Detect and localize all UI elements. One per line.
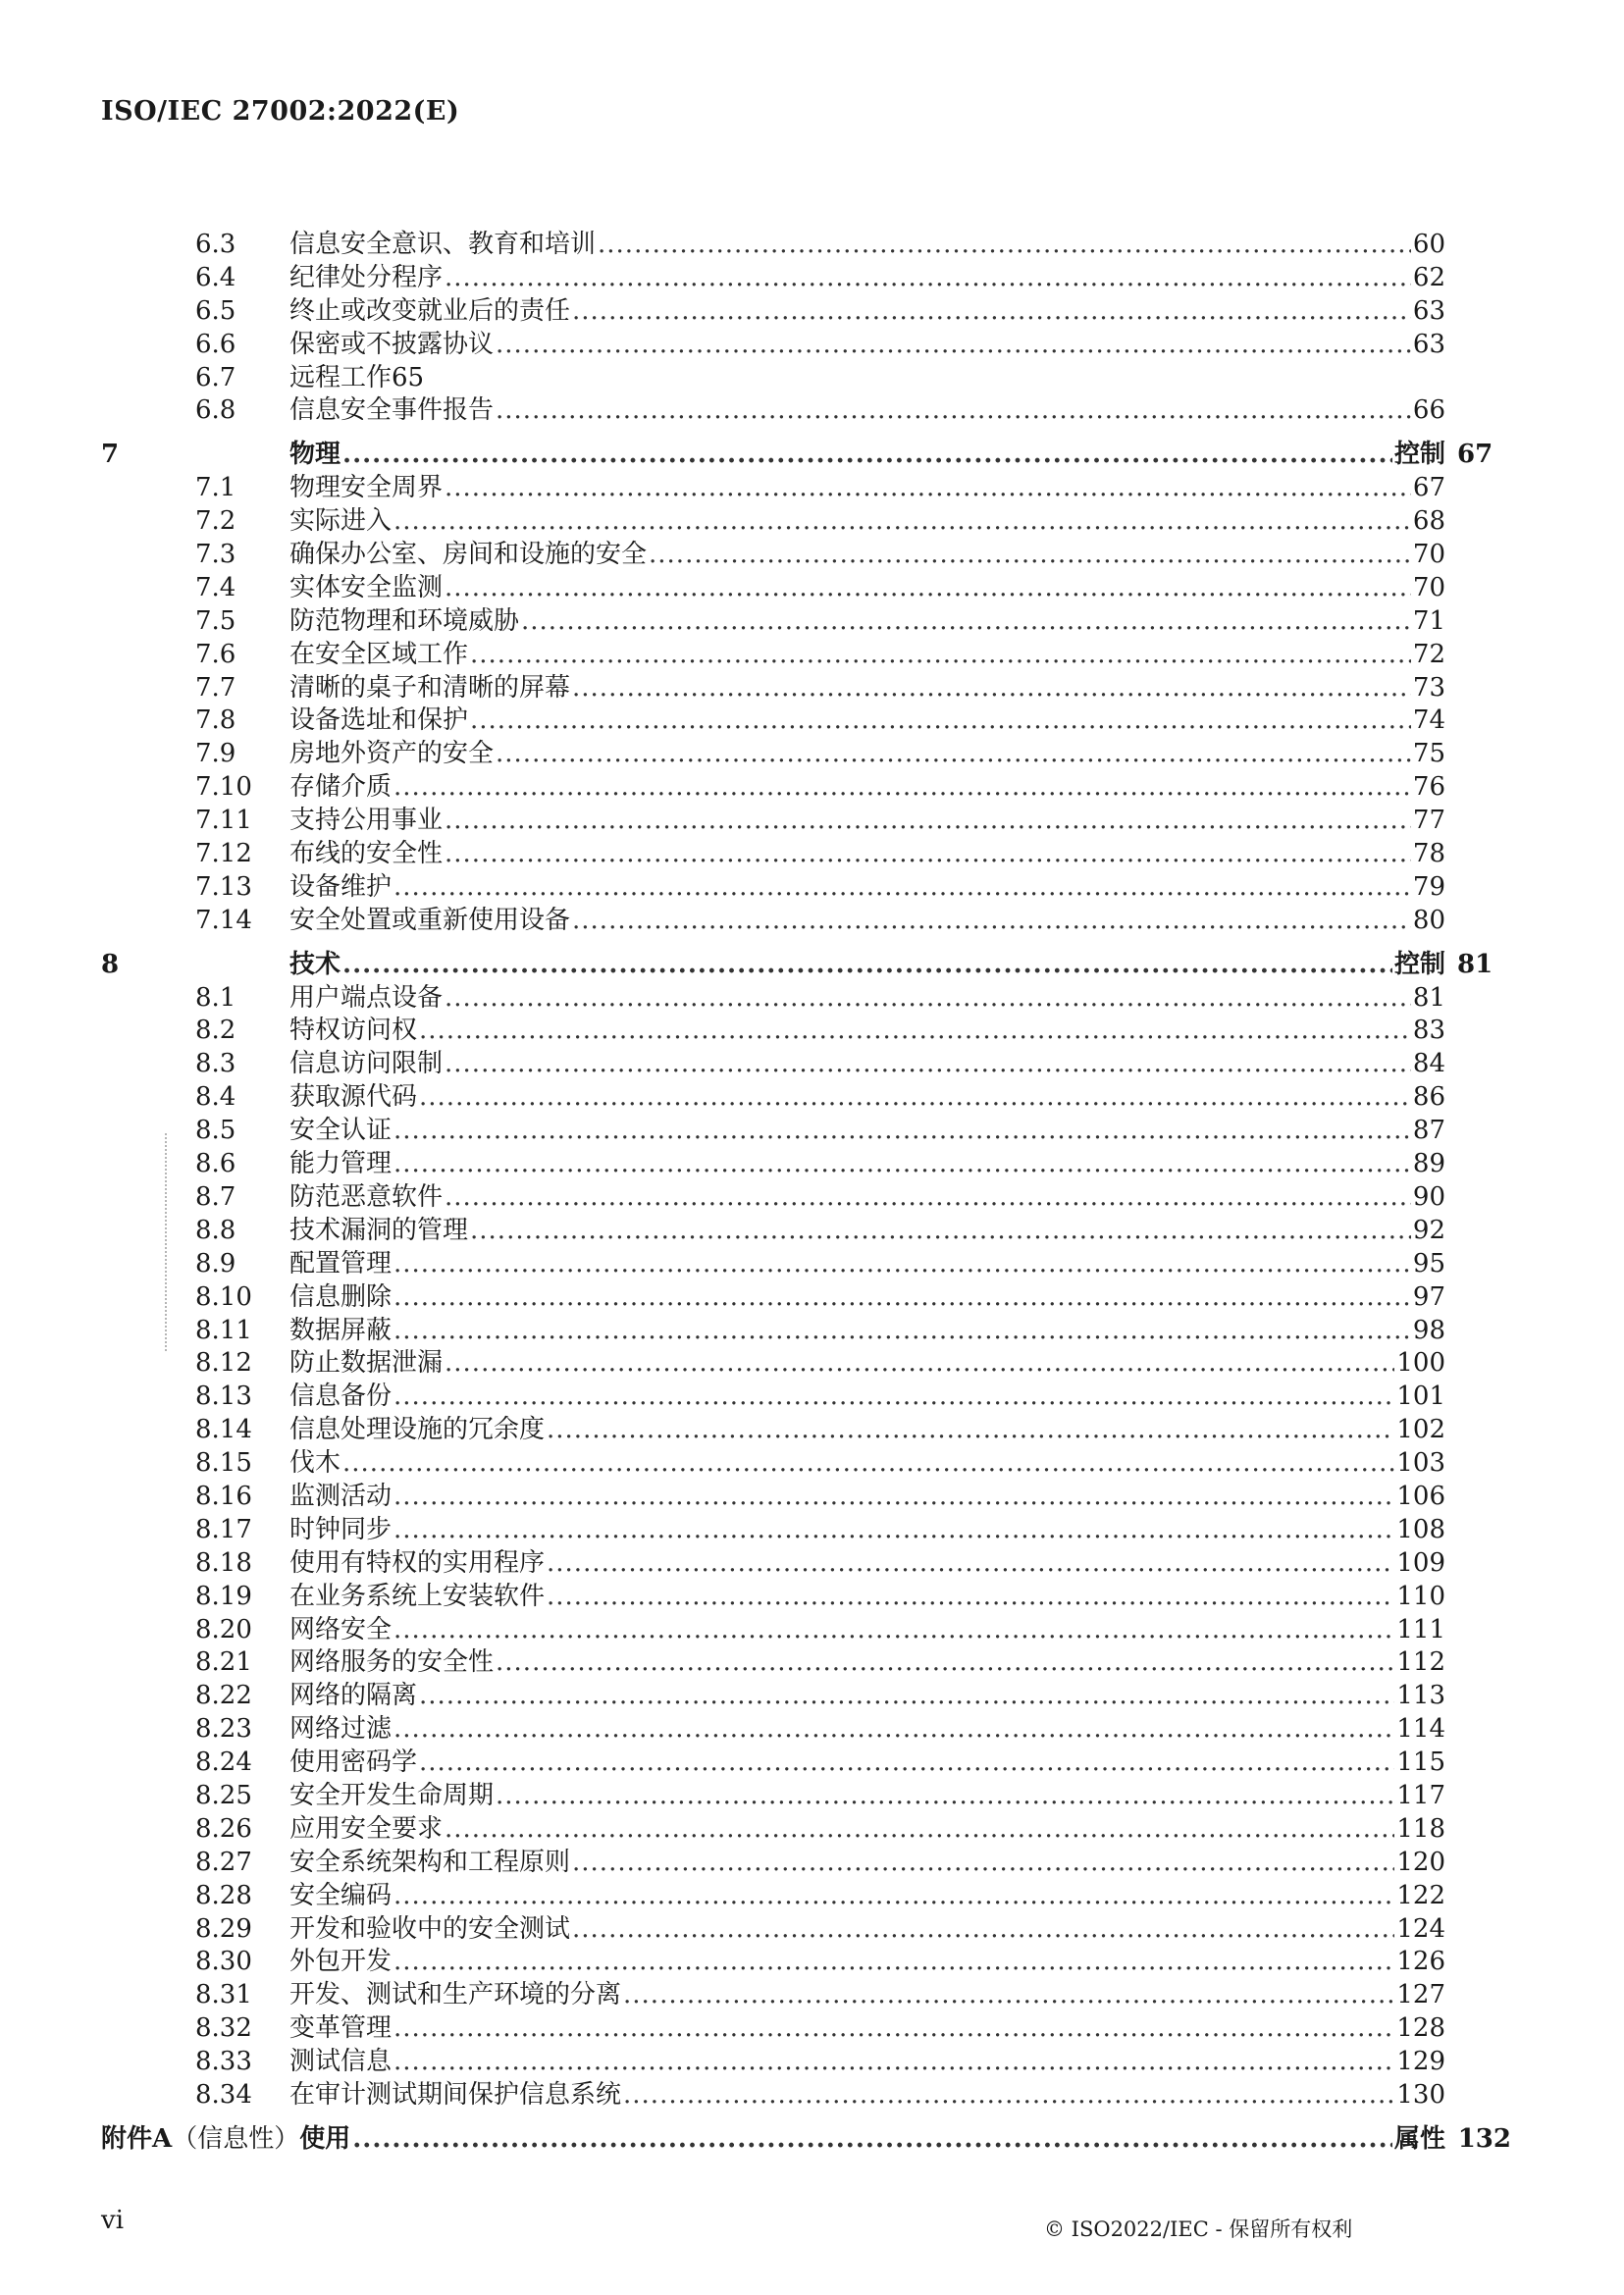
toc-entry[interactable] [101,1747,1511,1780]
dot-leader [393,1315,1411,1348]
toc-entry-title: 在安全区域工作 [289,639,469,669]
toc-entry[interactable] [101,472,1511,505]
dot-leader [393,1614,1394,1647]
toc-entry[interactable] [101,1847,1511,1880]
toc-entry[interactable] [101,1281,1511,1315]
toc-entry-page: 75 [1412,739,1445,769]
toc-entry-title: 网络安全 [289,1614,393,1644]
toc-annex-label: 附件A [101,2123,173,2154]
toc-entry-page: 80 [1412,905,1445,935]
toc-entry-page: 71 [1412,605,1445,636]
toc-entry-page: 101 [1396,1382,1445,1412]
toc-entry[interactable] [101,738,1511,771]
toc-entry[interactable] [101,982,1511,1016]
toc-entry-number: 8.10 [195,1281,252,1312]
toc-entry[interactable] [101,572,1511,605]
dot-leader [572,672,1411,705]
toc-entry-number: 7.4 [195,572,236,602]
dot-leader [393,1248,1411,1281]
toc-entry[interactable] [101,329,1511,362]
toc-entry-page: 98 [1412,1315,1445,1345]
toc-entry-page: 97 [1412,1281,1445,1312]
dot-leader [470,1215,1411,1248]
toc-entry-number: 8.5 [195,1116,236,1146]
toc-entry[interactable] [101,1414,1511,1447]
toc-entry-number: 7.13 [195,871,252,902]
toc-entry-title: 防范恶意软件 [289,1181,444,1212]
toc-entry-number: 8.1 [195,982,236,1013]
toc-entry-number: 8.4 [195,1082,236,1113]
toc-entry-title: 技术漏洞的管理 [289,1215,469,1245]
toc-entry-number: 8.28 [195,1880,252,1910]
toc-entry-number: 8.17 [195,1514,252,1544]
footer-page-number: vi [101,2206,125,2235]
toc-entry-page: 112 [1396,1647,1445,1678]
dot-leader [393,1381,1394,1414]
dot-leader [419,1747,1394,1780]
toc-section-number: 7 [101,440,120,470]
toc-entry-title: 网络过滤 [289,1714,393,1745]
toc-entry-title: 防范物理和环境威胁 [289,605,520,636]
toc-entry-number: 8.12 [195,1348,252,1379]
toc-entry[interactable] [101,1148,1511,1181]
toc-entry-number: 8.27 [195,1847,252,1877]
toc-entry[interactable] [101,1780,1511,1813]
toc-entry-title: 安全系统架构和工程原则 [289,1847,571,1877]
toc-entry[interactable] [101,2079,1511,2112]
dot-leader [445,1181,1411,1215]
toc-entry-page: 74 [1412,705,1445,736]
toc-entry[interactable] [101,539,1511,572]
toc-entry-title: 安全处置或重新使用设备 [289,905,571,935]
toc-entry-title: 信息处理设施的冗余度 [289,1415,546,1445]
toc-entry[interactable] [101,605,1511,639]
toc-entry[interactable] [101,1181,1511,1215]
toc-entry-title: 开发和验收中的安全测试 [289,1913,571,1944]
toc-entry[interactable] [101,1347,1511,1381]
toc-entry-page: 66 [1412,395,1445,426]
toc-annex-name: 使用 [299,2123,351,2154]
dot-leader [572,1847,1394,1880]
dot-leader [445,838,1411,871]
toc-entry-page: 72 [1412,639,1445,669]
toc-entry-number: 6.5 [195,295,236,326]
toc-entry-page: 77 [1412,806,1445,836]
toc-section-suffix: 控制 [1393,440,1445,470]
dot-leader [393,1281,1411,1315]
dot-leader [547,1414,1394,1447]
toc-annex-page: 132 [1457,2123,1511,2154]
toc-entry-title: 信息备份 [289,1382,393,1412]
toc-section-number: 8 [101,949,120,979]
toc-entry-number: 8.22 [195,1681,252,1711]
dot-leader [393,1514,1394,1547]
toc-entry-title: 在审计测试期间保护信息系统 [289,2079,622,2110]
dot-leader [598,229,1411,262]
toc-entry-title: 外包开发 [289,1947,393,1977]
toc-entry-title: 安全开发生命周期 [289,1780,495,1810]
dot-leader [623,1979,1394,2012]
toc-entry-page: 102 [1396,1415,1445,1445]
toc-entry-number: 7.7 [195,672,236,703]
toc-entry-page: 122 [1396,1880,1445,1910]
toc-entry[interactable] [101,704,1511,738]
toc-entry-page: 83 [1412,1016,1445,1046]
toc-entry-title: 网络服务的安全性 [289,1647,495,1678]
toc-entry-page: 115 [1396,1747,1445,1778]
toc-entry[interactable] [101,1581,1511,1614]
toc-entry[interactable] [101,805,1511,838]
toc-entry-number: 8.29 [195,1913,252,1944]
toc-entry-title: 使用有特权的实用程序 [289,1547,546,1578]
toc-entry[interactable] [101,1048,1511,1081]
toc-entry-number: 8.6 [195,1149,236,1179]
toc-entry-title: 远程工作65 [289,362,425,392]
toc-entry-title: 保密或不披露协议 [289,329,495,359]
toc-entry-page: 70 [1412,540,1445,570]
toc-entry-number: 7.12 [195,839,252,869]
toc-entry-number: 6.7 [195,362,236,392]
toc-entry[interactable] [101,1015,1511,1048]
toc-entry-page: 120 [1396,1847,1445,1877]
dot-leader [393,771,1411,805]
toc-entry-number: 8.7 [195,1181,236,1212]
toc-annex-title [101,2123,350,2157]
toc-entry-title: 网络的隔离 [289,1681,418,1711]
toc-entry[interactable] [101,1081,1511,1115]
toc-entry-number: 6.8 [195,395,236,426]
toc-entry-title: 用户端点设备 [289,982,444,1013]
toc-entry-title: 信息访问限制 [289,1049,444,1079]
toc-entry-number: 8.24 [195,1747,252,1778]
dot-leader [419,1680,1394,1713]
dot-leader [496,329,1411,362]
toc-entry-number: 8.34 [195,2079,252,2110]
toc-entry-page: 81 [1412,982,1445,1013]
dot-leader [445,1813,1394,1847]
toc-entry[interactable] [101,639,1511,672]
toc-entry-page: 70 [1412,572,1445,602]
document-header: ISO/IEC 27002:2022(E) [101,96,460,127]
toc-entry-page: 73 [1412,672,1445,703]
dot-leader [352,2123,1392,2157]
footer-copyright: © ISO2022/IEC - 保留所有权利 [1044,2217,1353,2241]
toc-entry-number: 8.2 [195,1016,236,1046]
toc-entry-number: 7.9 [195,739,236,769]
toc-entry-title: 防止数据泄漏 [289,1348,444,1379]
toc-entry-number: 7.2 [195,506,236,537]
toc-entry-number: 8.31 [195,1980,252,2010]
toc-annex-paren: （信息性） [172,2123,300,2154]
dot-leader [547,1581,1394,1614]
toc-entry-page: 68 [1412,506,1445,537]
toc-entry-page: 89 [1412,1149,1445,1179]
dot-leader [521,605,1411,639]
dot-leader [445,572,1411,605]
toc-entry-number: 8.15 [195,1448,252,1479]
dot-leader [393,1880,1394,1913]
dot-leader [470,704,1411,738]
toc-entry-number: 8.9 [195,1248,236,1278]
toc-entry-page: 114 [1396,1714,1445,1745]
toc-entry-number: 6.3 [195,230,236,259]
toc-entry-number: 8.3 [195,1049,236,1079]
toc-entry-page: 90 [1412,1181,1445,1212]
table-of-contents [101,229,1511,2157]
toc-annex-suffix: 属性 [1393,2123,1445,2154]
dot-leader [393,1713,1394,1747]
toc-entry-page: 92 [1412,1215,1445,1245]
toc-entry[interactable] [101,1215,1511,1248]
toc-entry-number: 7.5 [195,605,236,636]
toc-entry[interactable] [101,1880,1511,1913]
toc-entry-number: 6.4 [195,262,236,292]
dot-leader [623,2079,1394,2112]
toc-entry-page: 84 [1412,1049,1445,1079]
toc-entry-title: 伐木 [289,1448,341,1479]
toc-entry[interactable] [101,1447,1511,1481]
toc-entry-number: 8.19 [195,1581,252,1611]
dot-leader [445,472,1411,505]
toc-entry-page: 109 [1396,1547,1445,1578]
dot-leader [572,1913,1394,1947]
toc-entry-page: 86 [1412,1082,1445,1113]
toc-entry-number: 7.14 [195,905,252,935]
dot-leader [393,2046,1394,2079]
toc-annex-heading[interactable] [101,2123,1511,2157]
dot-leader [393,1481,1394,1514]
toc-entry-number: 8.26 [195,1813,252,1844]
toc-entry-title: 特权访问权 [289,1016,418,1046]
toc-entry-title: 清晰的桌子和清晰的屏幕 [289,672,571,703]
toc-entry[interactable] [101,262,1511,295]
dot-leader [419,1015,1411,1048]
toc-entry-number: 7.1 [195,473,236,503]
toc-entry-title: 安全认证 [289,1116,393,1146]
toc-entry[interactable] [101,838,1511,871]
toc-entry-number: 7.3 [195,540,236,570]
toc-entry-number: 8.32 [195,2013,252,2044]
toc-entry[interactable] [101,1646,1511,1680]
toc-entry-page: 110 [1396,1581,1445,1611]
dot-leader [496,394,1411,428]
toc-entry[interactable] [101,394,1511,428]
toc-entry[interactable] [101,1713,1511,1747]
toc-entry-title: 变革管理 [289,2013,393,2044]
dot-leader [342,949,1392,982]
toc-entry-title: 终止或改变就业后的责任 [289,295,571,326]
toc-entry-page: 67 [1412,473,1445,503]
dot-leader [393,2012,1394,2046]
toc-entry[interactable] [101,295,1511,329]
dot-leader [496,738,1411,771]
toc-entry[interactable] [101,2046,1511,2079]
toc-entry[interactable] [101,1946,1511,1979]
toc-entry-title: 在业务系统上安装软件 [289,1581,546,1611]
toc-entry-page: 63 [1412,329,1445,359]
toc-entry[interactable] [101,771,1511,805]
toc-entry-number: 8.14 [195,1415,252,1445]
toc-entry[interactable] [101,1514,1511,1547]
margin-change-bar [165,1133,171,1351]
toc-entry-page: 118 [1396,1813,1445,1844]
toc-entry-page: 95 [1412,1248,1445,1278]
toc-entry-page: 124 [1396,1913,1445,1944]
toc-entry-title: 布线的安全性 [289,839,444,869]
dot-leader [419,1081,1411,1115]
toc-entry[interactable] [101,1979,1511,2012]
toc-section-title: 物理 [289,440,341,470]
dot-leader [393,871,1411,905]
toc-entry-title: 信息安全事件报告 [289,395,495,426]
dot-leader [445,982,1411,1016]
toc-entry-title: 能力管理 [289,1149,393,1179]
toc-entry-page: 100 [1396,1348,1445,1379]
toc-entry[interactable] [101,1248,1511,1281]
toc-entry-number: 7.6 [195,639,236,669]
toc-entry-number: 8.8 [195,1215,236,1245]
toc-entry-page: 111 [1396,1614,1445,1644]
toc-entry-title: 获取源代码 [289,1082,418,1113]
toc-entry-title: 信息删除 [289,1281,393,1312]
toc-entry-page: 87 [1412,1116,1445,1146]
toc-entry[interactable] [101,1813,1511,1847]
toc-entry-number: 8.18 [195,1547,252,1578]
toc-entry-title: 纪律处分程序 [289,262,444,292]
toc-entry-page: 126 [1396,1947,1445,1977]
toc-entry[interactable] [101,1381,1511,1414]
toc-entry-page: 62 [1412,262,1445,292]
toc-entry-number: 8.13 [195,1382,252,1412]
dot-leader [393,1115,1411,1148]
dot-leader [572,295,1411,329]
toc-entry[interactable] [101,362,1511,395]
dot-leader [342,1447,1394,1481]
toc-entry-number: 8.20 [195,1614,252,1644]
toc-entry-title: 支持公用事业 [289,806,444,836]
toc-entry[interactable] [101,672,1511,705]
toc-entry-title: 安全编码 [289,1880,393,1910]
dot-leader [496,1780,1394,1813]
toc-entry[interactable] [101,905,1511,938]
toc-entry[interactable] [101,1913,1511,1947]
toc-entry[interactable] [101,2012,1511,2046]
dot-leader [445,1048,1411,1081]
toc-entry-title: 实体安全监测 [289,572,444,602]
toc-entry-page: 60 [1412,230,1445,259]
toc-entry-title: 配置管理 [289,1248,393,1278]
toc-section-heading[interactable] [101,439,1511,472]
toc-entry-number: 8.25 [195,1780,252,1810]
dot-leader [445,262,1411,295]
toc-entry-title: 确保办公室、房间和设施的安全 [289,540,648,570]
toc-section-suffix: 控制 [1393,949,1445,979]
toc-entry-number: 8.30 [195,1947,252,1977]
toc-entry[interactable] [101,1547,1511,1581]
toc-entry[interactable] [101,505,1511,539]
toc-entry-title: 实际进入 [289,506,393,537]
toc-entry[interactable] [101,1315,1511,1348]
toc-entry-title: 使用密码学 [289,1747,418,1778]
toc-entry-title: 时钟同步 [289,1514,393,1544]
toc-entry-page: 76 [1412,772,1445,803]
dot-leader [445,1347,1394,1381]
toc-entry[interactable] [101,1115,1511,1148]
toc-entry-page: 128 [1396,2013,1445,2044]
toc-entry-title: 设备选址和保护 [289,705,469,736]
dot-leader [547,1547,1394,1581]
toc-entry-number: 8.23 [195,1714,252,1745]
toc-entry-title: 监测活动 [289,1481,393,1511]
toc-entry[interactable] [101,1481,1511,1514]
toc-section-page: 67 [1457,440,1493,470]
dot-leader [470,639,1411,672]
dot-leader [393,1946,1394,1979]
toc-entry-page: 63 [1412,295,1445,326]
toc-entry-title: 信息安全意识、教育和培训 [289,230,597,259]
toc-section-heading[interactable] [101,949,1511,982]
toc-entry-title: 开发、测试和生产环境的分离 [289,1980,622,2010]
dot-leader [572,905,1411,938]
toc-entry-number: 6.6 [195,329,236,359]
toc-entry-title: 物理安全周界 [289,473,444,503]
dot-leader [649,539,1411,572]
toc-entry-page: 79 [1412,871,1445,902]
toc-entry-number: 8.16 [195,1481,252,1511]
toc-entry-number: 7.8 [195,705,236,736]
toc-entry[interactable] [101,1614,1511,1647]
toc-entry-number: 7.10 [195,772,252,803]
toc-entry-page: 117 [1396,1780,1445,1810]
toc-entry-page: 127 [1396,1980,1445,2010]
toc-entry-title: 应用安全要求 [289,1813,444,1844]
toc-entry-title: 数据屏蔽 [289,1315,393,1345]
toc-entry[interactable] [101,1680,1511,1713]
toc-entry-page: 106 [1396,1481,1445,1511]
toc-section-page: 81 [1457,949,1493,979]
toc-entry[interactable] [101,871,1511,905]
toc-entry-page: 113 [1396,1681,1445,1711]
toc-entry-number: 8.33 [195,2047,252,2077]
toc-entry-title: 测试信息 [289,2047,393,2077]
toc-entry-page: 108 [1396,1514,1445,1544]
dot-leader [496,1646,1394,1680]
toc-entry-page: 129 [1396,2047,1445,2077]
toc-section-title: 技术 [289,949,341,979]
toc-entry-number: 8.11 [195,1315,252,1345]
toc-entry-number: 8.21 [195,1647,252,1678]
toc-entry-number: 7.11 [195,806,252,836]
toc-entry[interactable] [101,229,1511,262]
dot-leader [342,439,1392,472]
toc-entry-title: 房地外资产的安全 [289,739,495,769]
toc-entry-title: 存储介质 [289,772,393,803]
toc-entry-page: 130 [1396,2079,1445,2110]
toc-entry-page: 103 [1396,1448,1445,1479]
dot-leader [393,505,1411,539]
toc-entry-page: 78 [1412,839,1445,869]
toc-entry-title: 设备维护 [289,871,393,902]
dot-leader [393,1148,1411,1181]
dot-leader [445,805,1411,838]
